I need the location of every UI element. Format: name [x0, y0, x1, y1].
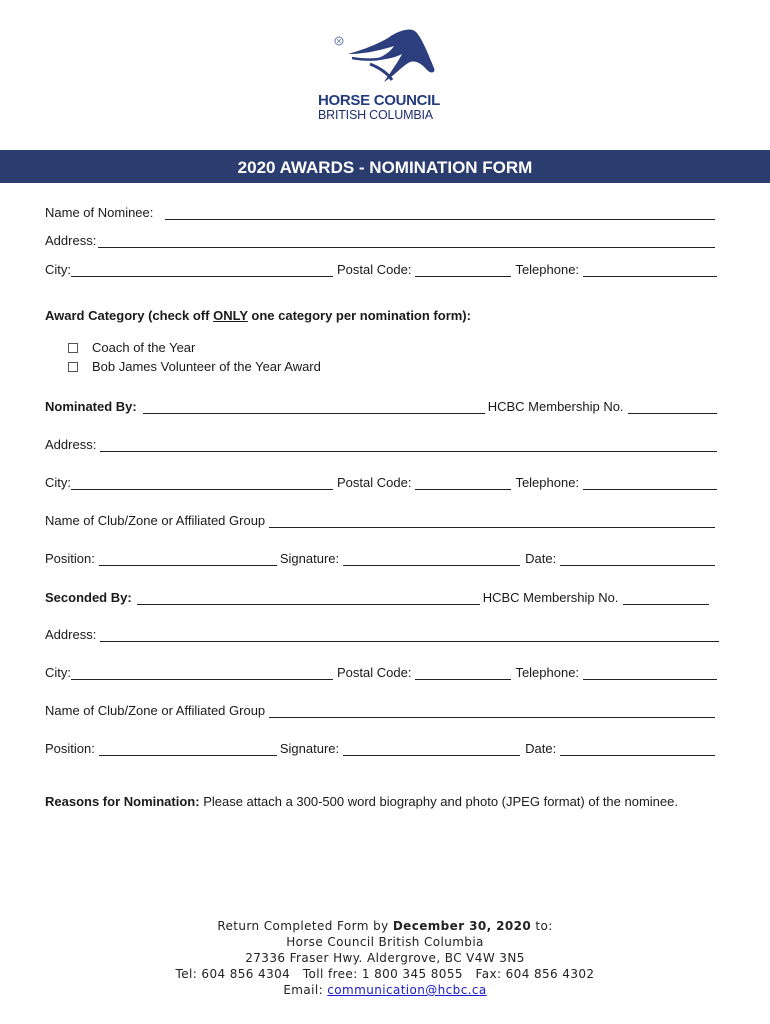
- footer-address: 27336 Fraser Hwy. Aldergrove, BC V4W 3N5: [245, 951, 525, 965]
- nominee-phone-field[interactable]: [583, 261, 717, 277]
- footer-org-name: Horse Council British Columbia: [286, 935, 484, 949]
- nominated-by-label: Nominated By:: [45, 399, 137, 414]
- seconder-postal-field[interactable]: [415, 664, 511, 680]
- nominator-phone-field[interactable]: [583, 474, 717, 490]
- nominator-city-row: [45, 472, 717, 490]
- coach-option-label: Coach of the Year: [92, 340, 196, 355]
- seconder-signature-field[interactable]: [343, 740, 520, 756]
- horse-head-icon: [318, 24, 453, 90]
- nominator-club-field[interactable]: [269, 512, 715, 528]
- seconder-city-label: City:: [45, 665, 71, 680]
- nominee-phone-label: Telephone:: [515, 262, 580, 277]
- nominator-position-label: Position:: [45, 551, 95, 566]
- seconder-position-field[interactable]: [99, 740, 277, 756]
- seconder-address-label: Address:: [45, 627, 97, 642]
- nominee-name-field[interactable]: [165, 204, 715, 220]
- seconder-position-row: [45, 738, 715, 756]
- org-name-line1: HORSE COUNCIL: [318, 92, 440, 109]
- seconder-date-label: Date:: [525, 741, 557, 756]
- form-title-banner: 2020 AWARDS - NOMINATION FORM: [0, 150, 770, 183]
- seconder-phone-label: Telephone:: [515, 665, 580, 680]
- footer-return-info: [0, 918, 770, 998]
- nominee-address-label: Address:: [45, 233, 97, 248]
- nominator-club-label: Name of Club/Zone or Affiliated Group: [45, 513, 266, 528]
- nominee-city-row: [45, 259, 717, 277]
- nominee-postal-label: Postal Code:: [337, 262, 412, 277]
- footer-contact: Tel: 604 856 4304 Toll free: 1 800 345 8055 Fax: 604 856 4302: [175, 967, 595, 981]
- seconder-row: [45, 587, 709, 605]
- coach-checkbox[interactable]: [68, 343, 78, 353]
- nominator-date-field[interactable]: [560, 550, 715, 566]
- nominee-address-row: [45, 230, 715, 248]
- seconder-signature-label: Signature:: [279, 741, 340, 756]
- nominator-club-row: [45, 510, 715, 528]
- deadline-date: December 30, 2020: [392, 919, 532, 933]
- nominator-membership-label: HCBC Membership No.: [487, 399, 624, 414]
- nominee-city-field[interactable]: [71, 261, 333, 277]
- nominator-address-field[interactable]: [100, 436, 717, 452]
- seconder-address-row: [45, 624, 719, 642]
- only-emphasis: ONLY: [213, 308, 248, 323]
- seconded-by-label: Seconded By:: [45, 590, 132, 605]
- nominator-address-row: [45, 434, 717, 452]
- nominator-city-label: City:: [45, 475, 71, 490]
- nominator-membership-field[interactable]: [628, 398, 717, 414]
- seconder-city-field[interactable]: [71, 664, 333, 680]
- org-name-line2: BRITISH COLUMBIA: [318, 108, 433, 122]
- seconder-name-field[interactable]: [137, 589, 480, 605]
- seconder-postal-label: Postal Code:: [337, 665, 412, 680]
- seconder-membership-label: HCBC Membership No.: [482, 590, 619, 605]
- nominee-city-label: City:: [45, 262, 71, 277]
- seconder-club-row: [45, 700, 715, 718]
- seconder-date-field[interactable]: [560, 740, 715, 756]
- nominator-name-field[interactable]: [143, 398, 485, 414]
- nominator-signature-label: Signature:: [279, 551, 340, 566]
- seconder-phone-field[interactable]: [583, 664, 717, 680]
- seconder-city-row: [45, 662, 717, 680]
- hcbc-logo: [318, 24, 453, 124]
- nominator-position-field[interactable]: [99, 550, 277, 566]
- reasons-label: Reasons for Nomination:: [45, 794, 200, 809]
- award-category-heading: Award Category (check off ONLY one category per nomination form):: [45, 308, 471, 323]
- nominator-position-row: [45, 548, 715, 566]
- nominee-name-row: [45, 202, 715, 220]
- seconder-club-field[interactable]: [269, 702, 715, 718]
- return-line: Return Completed Form by December 30, 2020 to:: [217, 919, 553, 933]
- nominee-postal-field[interactable]: [415, 261, 511, 277]
- nominator-postal-field[interactable]: [415, 474, 511, 490]
- reasons-text: Please attach a 300-500 word biography and photo (JPEG format) of the nominee.: [199, 794, 678, 809]
- nominee-name-label: Name of Nominee:: [45, 205, 154, 220]
- seconder-address-field[interactable]: [100, 626, 719, 642]
- seconder-position-label: Position:: [45, 741, 95, 756]
- award-option-coach[interactable]: [68, 340, 195, 355]
- footer-email-line: Email: communication@hcbc.ca: [283, 983, 487, 997]
- nominator-address-label: Address:: [45, 437, 97, 452]
- seconder-membership-field[interactable]: [623, 589, 709, 605]
- nominator-phone-label: Telephone:: [515, 475, 580, 490]
- nominator-row: [45, 396, 717, 414]
- volunteer-checkbox[interactable]: [68, 362, 78, 372]
- nominator-postal-label: Postal Code:: [337, 475, 412, 490]
- volunteer-option-label: Bob James Volunteer of the Year Award: [92, 359, 321, 374]
- reasons-for-nomination: [45, 794, 678, 809]
- nominee-address-field[interactable]: [98, 232, 715, 248]
- award-option-volunteer[interactable]: [68, 359, 321, 374]
- nominator-city-field[interactable]: [71, 474, 333, 490]
- seconder-club-label: Name of Club/Zone or Affiliated Group: [45, 703, 266, 718]
- nominator-date-label: Date:: [525, 551, 557, 566]
- nominator-signature-field[interactable]: [343, 550, 520, 566]
- email-link[interactable]: communication@hcbc.ca: [327, 983, 487, 997]
